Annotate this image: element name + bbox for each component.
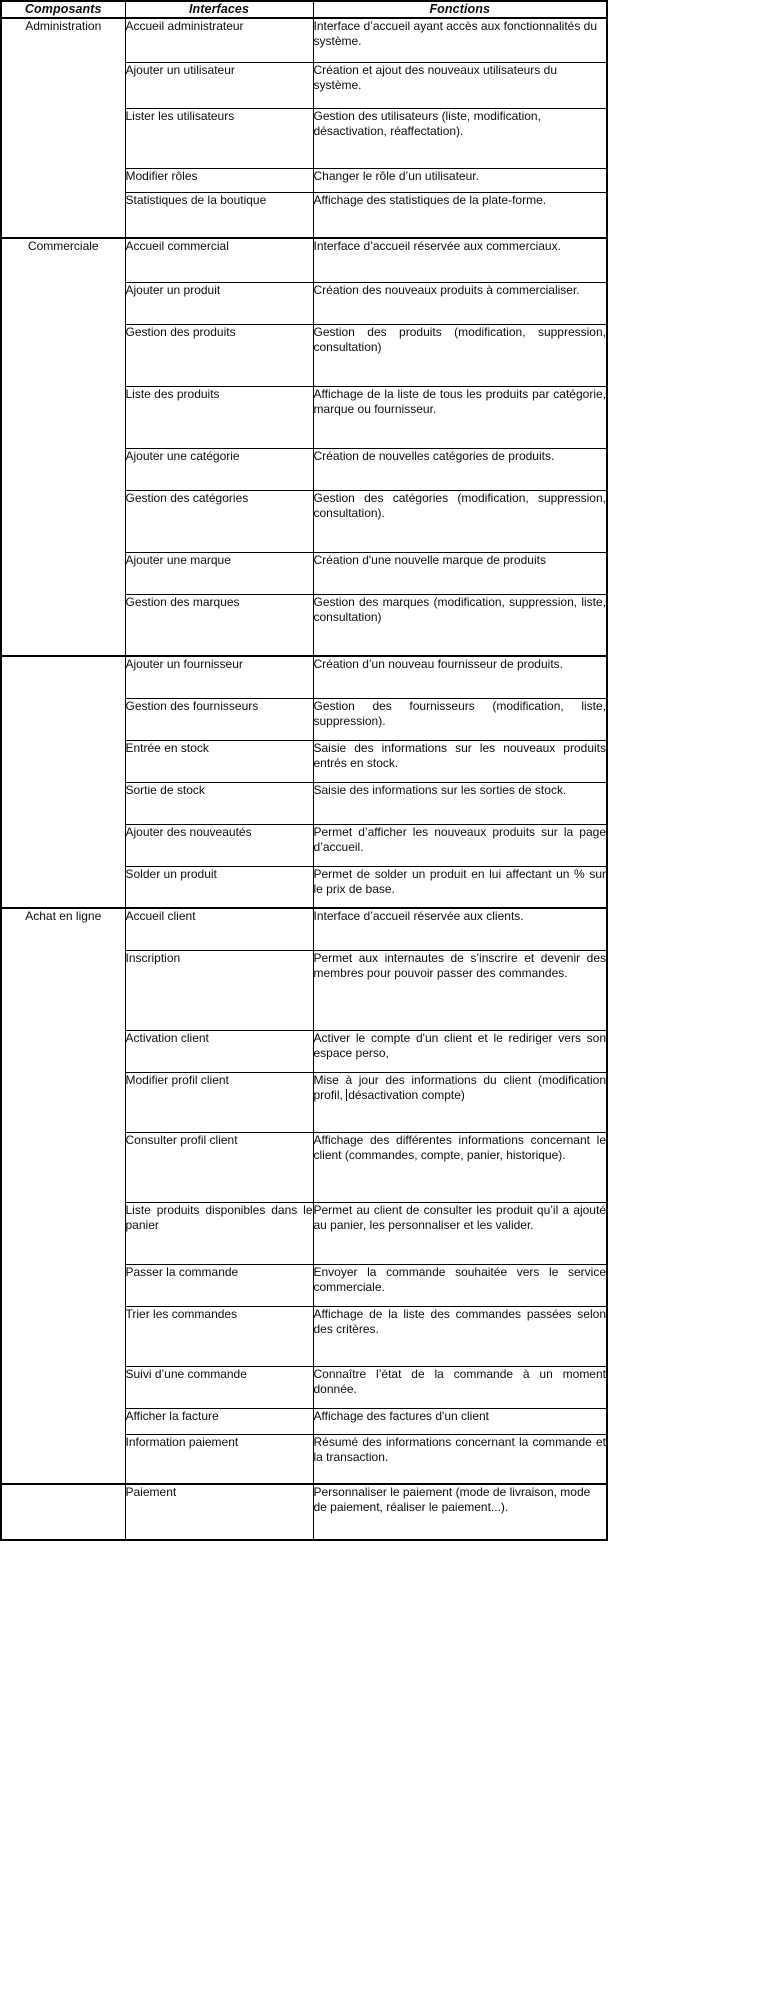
interface-cell xyxy=(125,1072,313,1132)
interface-label: Liste des produits xyxy=(125,386,220,401)
function-text: Affichage des différentes informations concernant le client (commandes, compte, panier, historique). xyxy=(313,1132,606,1162)
function-cell xyxy=(313,698,607,740)
function-text: Affichage de la liste de tous les produits par catégorie, marque ou fournisseur. xyxy=(313,386,606,416)
function-text: Gestion des produits (modification, suppression, consultation) xyxy=(313,324,606,354)
function-text: Permet de solder un produit en lui affectant un % sur le prix de base. xyxy=(313,866,606,896)
interface-cell xyxy=(125,490,313,552)
interface-label: Ajouter un utilisateur xyxy=(125,62,235,77)
interface-label: Inscription xyxy=(125,950,181,965)
function-text: Affichage des factures d'un client xyxy=(313,1408,490,1423)
function-text: Gestion des marques (modification, suppression, liste, consultation) xyxy=(313,594,606,624)
function-text: Activer le compte d'un client et le rediriger vers son espace perso, xyxy=(313,1030,606,1060)
table-row xyxy=(1,1484,607,1540)
function-text: Permet au client de consulter les produit qu’il a ajouté au panier, les personnaliser et les valider. xyxy=(313,1202,606,1232)
interface-cell xyxy=(125,552,313,594)
function-text-before-caret: Mise à jour des informations du client (modification profil, xyxy=(313,1072,606,1102)
function-cell xyxy=(313,1434,607,1484)
interface-label: Liste produits disponibles dans le panier xyxy=(125,1202,313,1232)
interface-label: Lister les utilisateurs xyxy=(125,108,235,123)
table-row xyxy=(1,656,607,698)
interface-label: Solder un produit xyxy=(125,866,217,881)
interface-cell xyxy=(125,1408,313,1434)
function-cell xyxy=(313,908,607,950)
function-cell xyxy=(313,282,607,324)
function-text: Saisie des informations sur les nouveaux produits entrés en stock. xyxy=(313,740,606,770)
function-text: Interface d’accueil réservée aux clients. xyxy=(313,909,524,923)
function-text: Résumé des informations concernant la commande et la transaction. xyxy=(313,1434,606,1464)
interface-label: Ajouter des nouveautés xyxy=(125,824,252,839)
component-cell xyxy=(1,1484,125,1540)
interface-label: Ajouter un produit xyxy=(125,282,221,297)
interface-label: Information paiement xyxy=(125,1434,239,1449)
function-cell xyxy=(313,324,607,386)
function-text: Création d’un nouveau fournisseur de produits. xyxy=(313,657,563,671)
interface-cell xyxy=(125,656,313,698)
interface-label: Gestion des catégories xyxy=(125,490,249,505)
function-text: Changer le rôle d’un utilisateur. xyxy=(313,168,479,183)
function-text: Création et ajout des nouveaux utilisateurs du système. xyxy=(313,62,557,92)
interface-cell xyxy=(125,908,313,950)
interface-label: Accueil client xyxy=(125,909,196,923)
function-cell xyxy=(313,1202,607,1264)
function-text: Permet aux internautes de s’inscrire et devenir des membres pour pouvoir passer des commandes. xyxy=(313,950,606,980)
interface-label: Paiement xyxy=(125,1485,177,1499)
function-cell xyxy=(313,192,607,238)
function-cell xyxy=(313,1484,607,1540)
interface-cell xyxy=(125,62,313,108)
table-row xyxy=(1,908,607,950)
interface-cell xyxy=(125,950,313,1030)
function-cell xyxy=(313,1072,607,1132)
function-cell xyxy=(313,108,607,168)
function-cell xyxy=(313,1030,607,1072)
function-cell xyxy=(313,866,607,908)
interface-cell xyxy=(125,1484,313,1540)
function-cell xyxy=(313,1366,607,1408)
interface-cell xyxy=(125,1366,313,1408)
component-cell xyxy=(1,656,125,908)
interface-cell xyxy=(125,282,313,324)
function-cell xyxy=(313,18,607,62)
interface-label: Gestion des marques xyxy=(125,594,240,609)
function-text: Personnaliser le paiement (mode de livraison, mode de paiement, réaliser le paiement...). xyxy=(313,1485,591,1515)
function-cell xyxy=(313,656,607,698)
function-text: Gestion des catégories (modification, suppression, consultation). xyxy=(313,490,606,520)
interface-cell xyxy=(125,448,313,490)
interface-label: Entrée en stock xyxy=(125,740,209,755)
interface-cell xyxy=(125,324,313,386)
interface-cell xyxy=(125,594,313,656)
function-text: Envoyer la commande souhaitée vers le service commerciale. xyxy=(313,1264,606,1294)
interface-cell xyxy=(125,1030,313,1072)
function-text: Affichage des statistiques de la plate-forme. xyxy=(313,192,547,207)
interface-label: Ajouter un fournisseur xyxy=(125,657,243,671)
table-header xyxy=(1,1,607,18)
function-cell xyxy=(313,490,607,552)
interface-label: Accueil administrateur xyxy=(125,19,244,33)
function-text: Affichage de la liste des commandes passées selon des critères. xyxy=(313,1306,606,1336)
header-row xyxy=(1,1,607,18)
interface-label: Afficher la facture xyxy=(125,1408,219,1423)
function-text: Interface d’accueil réservée aux commerciaux. xyxy=(313,239,561,253)
function-text: Création des nouveaux produits à commercialiser. xyxy=(313,282,580,297)
function-text: Saisie des informations sur les sorties de stock. xyxy=(313,782,567,797)
interface-label: Sortie de stock xyxy=(125,782,205,797)
component-label: Achat en ligne xyxy=(25,909,102,923)
interface-cell xyxy=(125,866,313,908)
interface-cell xyxy=(125,740,313,782)
interface-label: Ajouter une catégorie xyxy=(125,448,240,463)
interface-cell xyxy=(125,238,313,282)
interface-label: Suivi d’une commande xyxy=(125,1366,247,1381)
interface-cell xyxy=(125,18,313,62)
interface-cell xyxy=(125,1264,313,1306)
function-text: Interface d’accueil ayant accès aux fonctionnalités du système. xyxy=(313,19,598,49)
interface-label: Modifier rôles xyxy=(125,168,198,183)
interface-label: Modifier profil client xyxy=(125,1072,229,1087)
function-cell xyxy=(313,824,607,866)
function-cell xyxy=(313,594,607,656)
function-cell xyxy=(313,740,607,782)
function-cell xyxy=(313,448,607,490)
function-cell xyxy=(313,62,607,108)
interface-cell xyxy=(125,192,313,238)
interface-label: Trier les commandes xyxy=(125,1306,238,1321)
function-text: Gestion des fournisseurs (modification, liste, suppression). xyxy=(313,698,606,728)
interface-label: Passer la commande xyxy=(125,1264,239,1279)
function-cell xyxy=(313,782,607,824)
interface-cell xyxy=(125,386,313,448)
interface-label: Accueil commercial xyxy=(125,239,229,253)
table-row xyxy=(1,238,607,282)
interface-cell xyxy=(125,1306,313,1366)
function-cell xyxy=(313,238,607,282)
interface-label: Gestion des fournisseurs xyxy=(125,698,259,713)
component-cell xyxy=(1,18,125,238)
function-text: Permet d’afficher les nouveaux produits sur la page d’accueil. xyxy=(313,824,606,854)
interface-cell xyxy=(125,824,313,866)
interface-cell xyxy=(125,698,313,740)
interface-cell xyxy=(125,168,313,192)
component-cell xyxy=(1,908,125,1484)
column-header-fonctions: Fonctions xyxy=(313,1,607,18)
function-text: Création de nouvelles catégories de produits. xyxy=(313,448,555,463)
interface-label: Ajouter une marque xyxy=(125,552,231,567)
component-label: Commerciale xyxy=(27,239,99,253)
function-text: Connaître l’état de la commande à un moment donnée. xyxy=(313,1366,606,1396)
table-row xyxy=(1,18,607,62)
component-cell xyxy=(1,238,125,656)
interface-label: Activation client xyxy=(125,1030,209,1045)
function-text-after-caret: désactivation compte) xyxy=(348,1087,465,1102)
function-cell xyxy=(313,552,607,594)
interface-cell xyxy=(125,782,313,824)
column-header-composants: Composants xyxy=(1,1,125,18)
function-cell xyxy=(313,950,607,1030)
column-header-interfaces: Interfaces xyxy=(125,1,313,18)
function-cell xyxy=(313,1408,607,1434)
function-cell xyxy=(313,1264,607,1306)
interface-label: Consulter profil client xyxy=(125,1132,238,1147)
table-body xyxy=(1,18,607,1540)
interface-cell xyxy=(125,1202,313,1264)
component-label: Administration xyxy=(25,19,102,33)
interface-cell xyxy=(125,108,313,168)
function-text: Création d'une nouvelle marque de produits xyxy=(313,552,546,567)
interface-label: Statistiques de la boutique xyxy=(125,192,267,207)
function-cell xyxy=(313,168,607,192)
function-text: Gestion des utilisateurs (liste, modification, désactivation, réaffectation). xyxy=(313,108,541,138)
interface-label: Gestion des produits xyxy=(125,324,236,339)
interface-cell xyxy=(125,1132,313,1202)
function-cell xyxy=(313,1132,607,1202)
function-cell xyxy=(313,1306,607,1366)
interface-cell xyxy=(125,1434,313,1484)
function-cell xyxy=(313,386,607,448)
